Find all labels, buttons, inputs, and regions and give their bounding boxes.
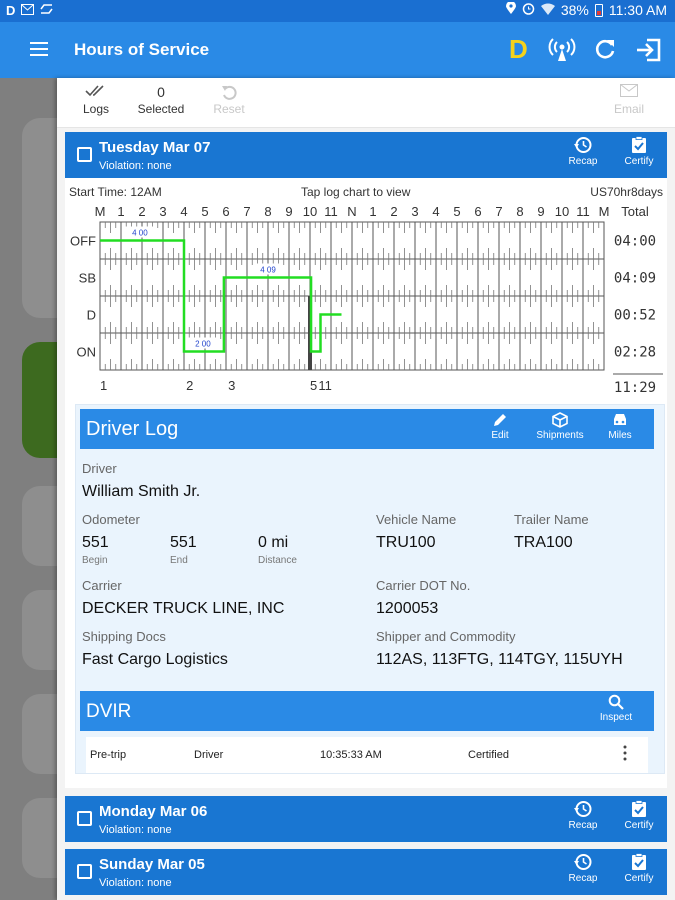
status-label: SB <box>78 270 96 286</box>
background-card <box>22 694 58 774</box>
day-checkbox[interactable] <box>77 147 92 162</box>
hour-label: 1 <box>369 204 377 219</box>
day-violation: Violation: none <box>99 877 172 889</box>
status-total: 04:09 <box>613 270 657 287</box>
hour-label: 8 <box>516 204 524 219</box>
logs-panel <box>57 78 675 900</box>
pencil-icon <box>492 412 508 428</box>
day-violation: Violation: none <box>99 160 172 172</box>
hour-label: 7 <box>495 204 503 219</box>
clock-time: 11:30 AM <box>608 2 667 18</box>
shipping-docs: Fast Cargo Logistics <box>82 651 228 668</box>
distance-label: Distance <box>258 555 297 566</box>
alarm-icon <box>522 2 535 18</box>
event-marker: 11 <box>318 378 332 393</box>
shipping-docs-label: Shipping Docs <box>82 629 166 644</box>
more-vert-icon[interactable] <box>622 743 628 766</box>
day-checkbox[interactable] <box>77 811 92 826</box>
dvir-header <box>80 691 654 731</box>
chart-hint: Tap log chart to view <box>301 185 411 199</box>
status-total: 04:00 <box>613 233 657 250</box>
hour-label: 6 <box>474 204 482 219</box>
history-icon <box>574 853 592 871</box>
hour-label: 7 <box>243 204 251 219</box>
battery-icon <box>595 4 603 17</box>
clipboard-check-icon <box>630 136 648 154</box>
shipper-commodity: 112AS, 113FTG, 114TGY, 115UYH <box>376 651 623 668</box>
hour-label: 2 <box>138 204 146 219</box>
page-title: Hours of Service <box>74 40 210 59</box>
event-marker: 1 <box>100 378 108 393</box>
double-check-icon <box>77 84 115 102</box>
total-label: Total <box>621 204 649 219</box>
background-card <box>22 486 58 566</box>
event-marker: 5 <box>310 378 318 393</box>
selected-count: 0 <box>157 84 165 100</box>
inspect-button[interactable] <box>594 694 638 723</box>
day-header[interactable] <box>65 132 667 178</box>
background-card <box>22 590 58 670</box>
hour-label: N <box>347 204 357 219</box>
hour-label: 9 <box>537 204 545 219</box>
search-icon <box>608 694 624 710</box>
miles-button[interactable] <box>598 412 642 441</box>
hour-label: 3 <box>159 204 167 219</box>
driver-log-header <box>80 409 654 449</box>
cycle-rule: US70hr8days <box>590 185 663 199</box>
status-total: 02:28 <box>613 344 657 361</box>
menu-icon[interactable] <box>30 42 48 56</box>
logs-label: Logs <box>82 102 110 116</box>
driver-log-panel <box>75 404 665 774</box>
start-time: Start Time: 12AM <box>69 185 162 199</box>
odometer-label: Odometer <box>82 512 140 527</box>
hour-label: 5 <box>201 204 209 219</box>
history-icon <box>574 800 592 818</box>
package-icon <box>552 412 568 428</box>
hour-label: 10 <box>302 204 318 219</box>
background-card <box>22 118 58 318</box>
dvir-type: Pre-trip <box>90 749 127 761</box>
recap-label: Recap <box>568 820 598 831</box>
dvir-status: Certified <box>468 749 509 761</box>
eld-connection-icon[interactable] <box>548 36 576 64</box>
selected-label: Selected <box>137 102 185 116</box>
hour-label: 1 <box>117 204 125 219</box>
refresh-icon[interactable] <box>592 36 620 64</box>
log-chart[interactable] <box>65 202 667 402</box>
driver-name: William Smith Jr. <box>82 483 201 500</box>
day-date: Sunday Mar 05 <box>99 856 205 873</box>
mail-icon <box>21 3 34 18</box>
shipments-label: Shipments <box>536 430 584 441</box>
hour-label: 2 <box>390 204 398 219</box>
certify-button[interactable] <box>617 800 661 831</box>
email-button[interactable] <box>609 84 649 116</box>
d-icon: D <box>6 3 16 18</box>
shipments-button[interactable] <box>528 412 592 441</box>
recap-label: Recap <box>568 873 598 884</box>
status-label: ON <box>76 344 96 360</box>
undo-icon <box>209 84 249 102</box>
recap-label: Recap <box>568 156 598 167</box>
driver-log-title: Driver Log <box>86 418 179 440</box>
battery-level: 38% <box>560 2 589 18</box>
background-overlay <box>0 78 60 900</box>
dvir-title: DVIR <box>86 701 132 722</box>
vehicle-name: TRU100 <box>376 534 436 551</box>
dvir-role: Driver <box>194 749 224 761</box>
recap-button[interactable] <box>561 136 605 167</box>
dot-label: Carrier DOT No. <box>376 578 471 593</box>
driver-label: Driver <box>82 461 117 476</box>
edit-button[interactable] <box>478 412 522 441</box>
carrier-label: Carrier <box>82 578 122 593</box>
hour-label: 9 <box>285 204 293 219</box>
clipboard-check-icon <box>630 800 648 818</box>
dvir-section <box>80 691 654 771</box>
event-marker: 3 <box>228 378 236 393</box>
duration-annotation: 2 00 <box>195 339 211 349</box>
hour-label: 3 <box>411 204 419 219</box>
history-icon <box>574 136 592 154</box>
app-bar <box>0 22 675 78</box>
odometer-end: 551 <box>170 534 197 551</box>
day-card <box>65 132 667 788</box>
hour-label: M <box>94 204 106 219</box>
carrier-name: DECKER TRUCK LINE, INC <box>82 600 285 617</box>
edit-label: Edit <box>491 430 509 441</box>
hour-label: 4 <box>180 204 188 219</box>
odometer-begin: 551 <box>82 534 109 551</box>
background-card <box>22 798 58 878</box>
hour-label: 5 <box>453 204 461 219</box>
duration-annotation: 4 09 <box>260 265 276 275</box>
dot-number: 1200053 <box>376 600 439 617</box>
certify-label: Certify <box>624 156 654 167</box>
hour-label: 10 <box>554 204 570 219</box>
duration-annotation: 4 00 <box>132 228 148 238</box>
certify-button[interactable] <box>617 853 661 884</box>
odometer-begin-label: Begin <box>82 555 108 566</box>
event-marker: 2 <box>186 378 194 393</box>
vehicle-label: Vehicle Name <box>376 512 457 527</box>
miles-label: Miles <box>608 430 632 441</box>
hour-label: 6 <box>222 204 230 219</box>
day-header[interactable] <box>65 849 667 895</box>
trailer-label: Trailer Name <box>514 512 589 527</box>
status-bar <box>0 0 675 22</box>
sync-icon <box>40 3 53 18</box>
reset-button[interactable] <box>209 84 249 116</box>
recap-button[interactable] <box>561 800 605 831</box>
car-icon <box>611 412 629 428</box>
day-violation: Violation: none <box>99 824 172 836</box>
selected-indicator <box>135 84 187 116</box>
hour-label: 4 <box>432 204 440 219</box>
day-card <box>65 796 667 842</box>
odometer-end-label: End <box>170 555 188 566</box>
hour-label: M <box>598 204 610 219</box>
hour-label: 11 <box>576 204 590 219</box>
day-date: Monday Mar 06 <box>99 803 208 820</box>
background-card <box>22 342 58 458</box>
recap-button[interactable] <box>561 853 605 884</box>
day-date: Tuesday Mar 07 <box>99 139 211 156</box>
distance-value: 0 mi <box>258 534 289 551</box>
day-header[interactable] <box>65 796 667 842</box>
certify-button[interactable] <box>617 136 661 167</box>
hour-label: 8 <box>264 204 272 219</box>
reset-label: Reset <box>213 102 245 116</box>
email-icon <box>609 84 649 102</box>
location-icon <box>506 2 516 18</box>
certify-label: Certify <box>624 820 654 831</box>
logs-button[interactable] <box>77 84 115 116</box>
email-label: Email <box>613 102 644 116</box>
status-label: OFF <box>70 233 96 249</box>
status-total: 00:52 <box>613 307 657 324</box>
trailer-name: TRA100 <box>514 534 573 551</box>
duty-status-indicator[interactable]: D <box>509 34 528 64</box>
logout-icon[interactable] <box>635 36 663 64</box>
clipboard-check-icon <box>630 853 648 871</box>
day-checkbox[interactable] <box>77 864 92 879</box>
shipper-label: Shipper and Commodity <box>376 629 516 644</box>
dvir-row[interactable] <box>86 737 648 773</box>
wifi-icon <box>541 2 555 18</box>
dvir-time: 10:35:33 AM <box>320 749 382 761</box>
certify-label: Certify <box>624 873 654 884</box>
day-card <box>65 849 667 895</box>
grand-total: 11:29 <box>613 380 657 396</box>
hour-label: 11 <box>324 204 338 219</box>
status-label: D <box>86 307 96 323</box>
logs-toolbar <box>57 78 675 128</box>
inspect-label: Inspect <box>599 712 633 723</box>
